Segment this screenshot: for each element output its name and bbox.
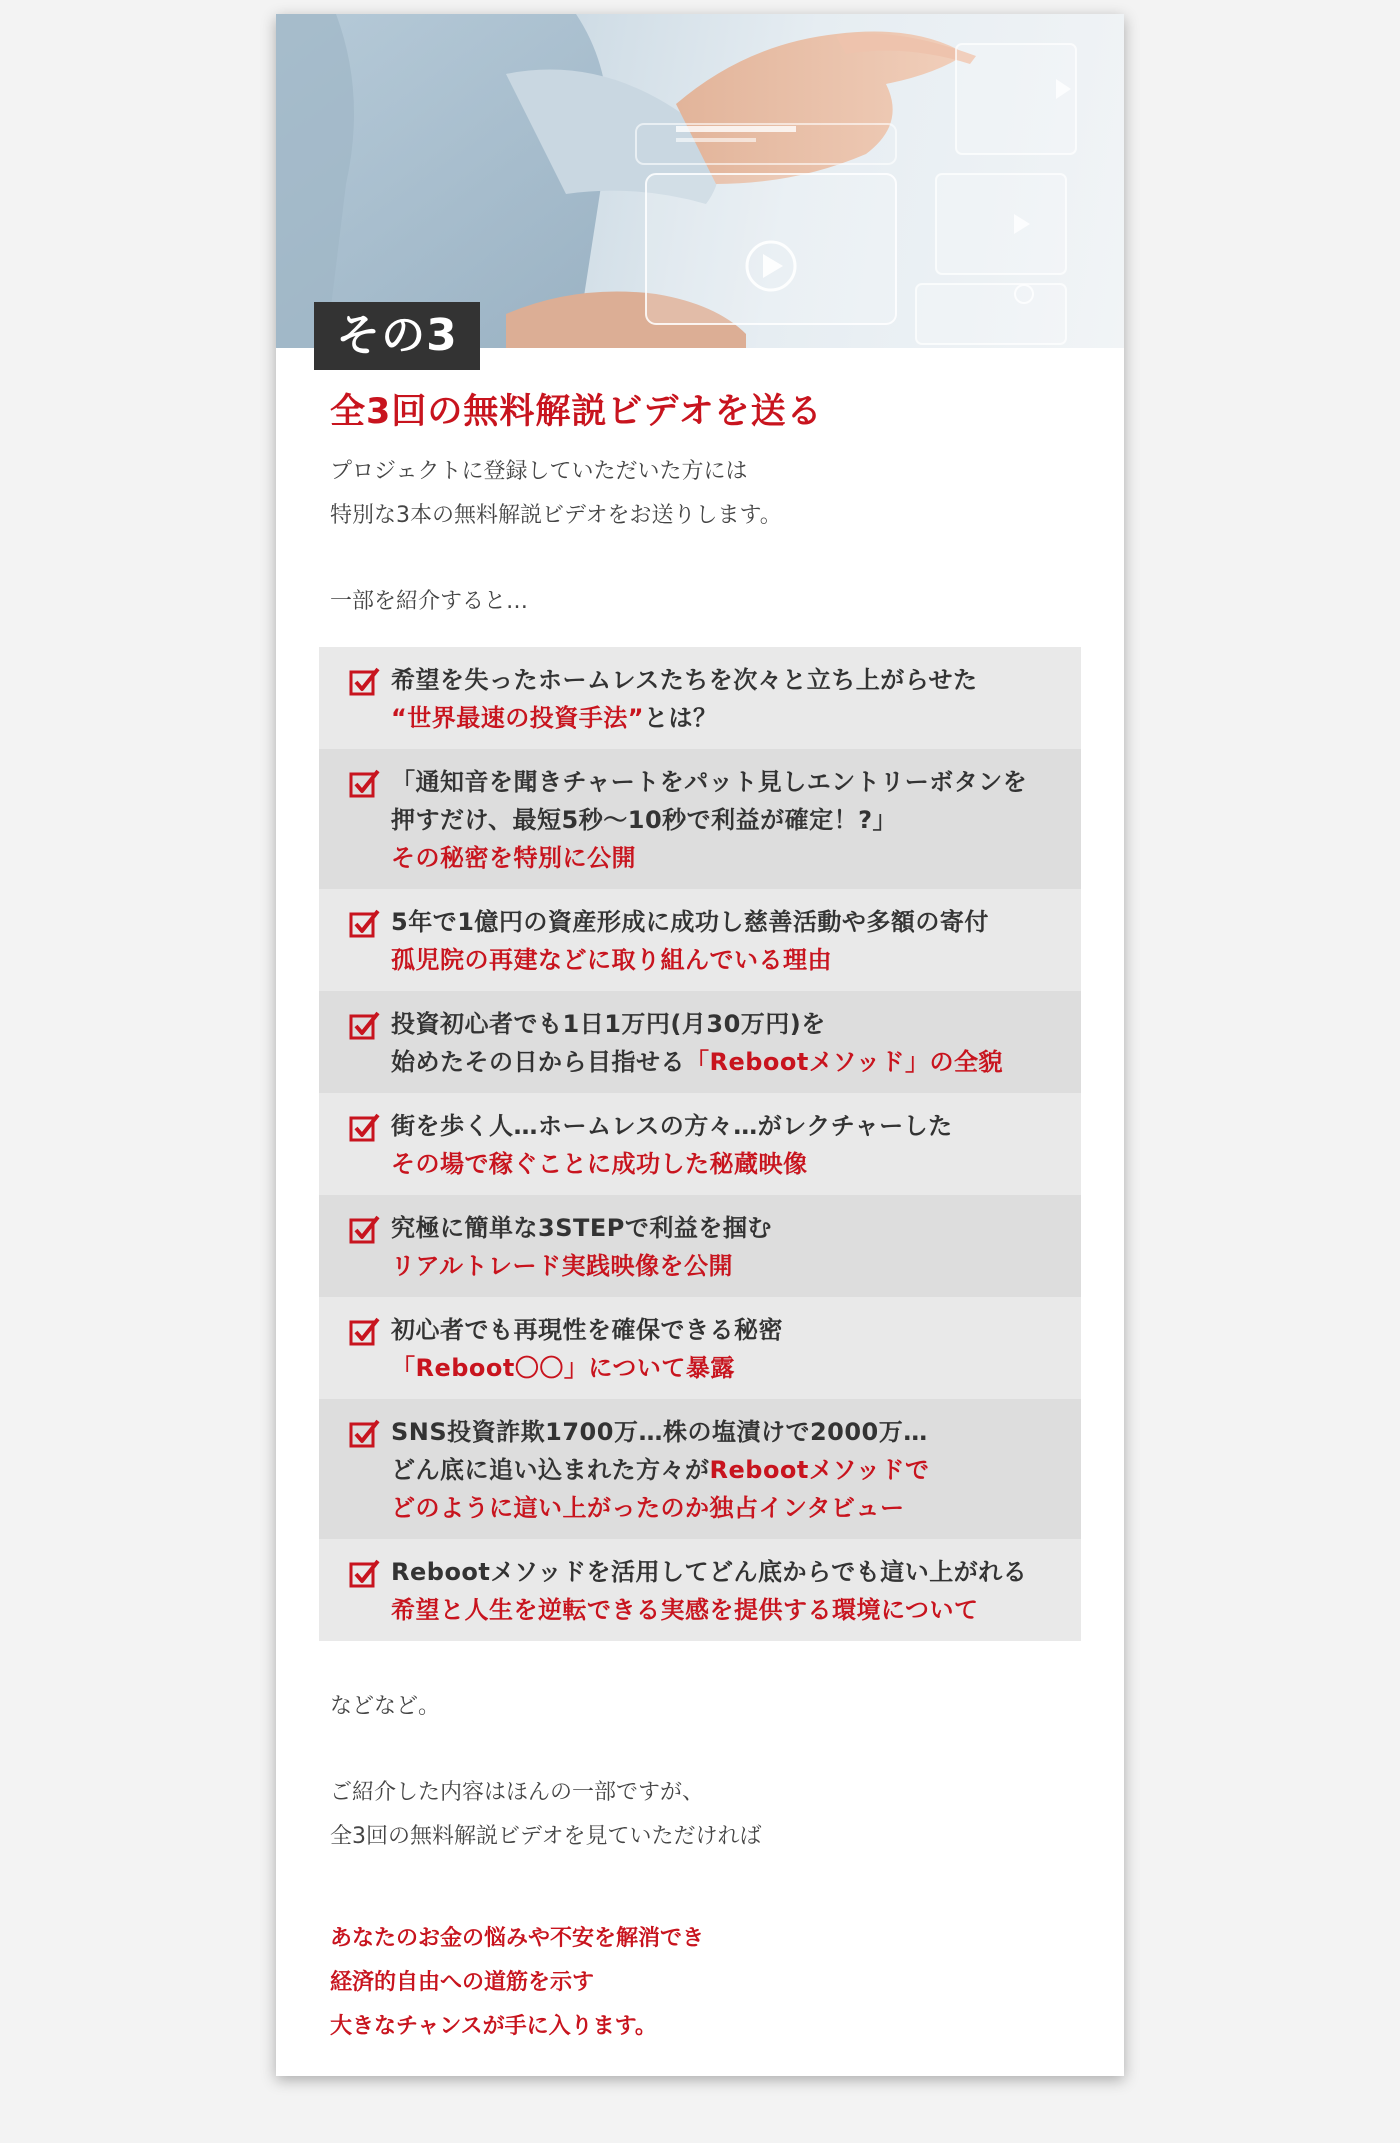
- item-line: 街を歩く人…ホームレスの方々…がレクチャーした: [391, 1112, 953, 1140]
- list-item: [319, 1093, 1081, 1195]
- list-item: [319, 889, 1081, 991]
- item-line: 投資初心者でも1日1万円(月30万円)を: [391, 1010, 826, 1038]
- item-line: 5年で1億円の資産形成に成功し慈善活動や多額の寄付: [391, 908, 989, 936]
- closing-line: 全3回の無料解説ビデオを見ていただければ: [330, 1824, 762, 1849]
- item-line: 希望を失ったホームレスたちを次々と立ち上がらせた: [391, 666, 978, 694]
- checkbox-icon: [349, 666, 381, 698]
- item-line: 初心者でも再現性を確保できる秘密: [391, 1316, 783, 1344]
- list-item: [319, 1399, 1081, 1539]
- list-item: [319, 1297, 1081, 1399]
- item-line: 究極に簡単な3STEPで利益を掴む: [391, 1214, 772, 1242]
- content-card: [276, 14, 1124, 2076]
- etc-text: [330, 1685, 440, 1729]
- hero-image: [276, 14, 1124, 348]
- highlight-line: あなたのお金の悩みや不安を解消でき: [330, 1926, 705, 1951]
- checkbox-icon: [349, 1316, 381, 1348]
- item-highlight: “世界最速の投資手法”: [391, 704, 645, 732]
- item-line: 「通知音を聞きチャートをパット見しエントリーボタンを: [391, 768, 1028, 796]
- highlight-text: [330, 1917, 704, 2049]
- item-line: 始めたその日から目指せる: [391, 1048, 685, 1076]
- section-badge: その3: [314, 302, 480, 370]
- item-highlight: 孤児院の再建などに取り組んでいる理由: [391, 946, 832, 974]
- item-highlight: 希望と人生を逆転できる実感を提供する環境について: [391, 1596, 979, 1624]
- checkbox-icon: [349, 1112, 381, 1144]
- checkbox-icon: [349, 1010, 381, 1042]
- item-line: SNS投資詐欺1700万…株の塩漬けで2000万…: [391, 1418, 928, 1446]
- intro-line: 特別な3本の無料解説ビデオをお送りします。: [330, 503, 782, 528]
- list-item: [319, 749, 1081, 889]
- list-item: [319, 647, 1081, 749]
- checkbox-icon: [349, 1214, 381, 1246]
- item-highlight: その秘密を特別に公開: [391, 844, 636, 872]
- item-line: どん底に追い込まれた方々が: [391, 1456, 710, 1484]
- intro-line: プロジェクトに登録していただいた方には: [330, 459, 748, 484]
- closing-line: ご紹介した内容はほんの一部ですが、: [330, 1780, 705, 1805]
- checkbox-icon: [349, 1558, 381, 1590]
- item-highlight: リアルトレード実践映像を公開: [391, 1252, 734, 1280]
- item-line: 押すだけ、最短5秒～10秒で利益が確定！?」: [391, 806, 898, 834]
- etc-line: などなど。: [330, 1694, 441, 1719]
- feature-list: [319, 647, 1081, 1641]
- item-highlight: Rebootメソッドで: [709, 1456, 930, 1484]
- checkbox-icon: [349, 768, 381, 800]
- closing-text: [330, 1771, 762, 1859]
- list-item: [319, 1539, 1081, 1641]
- item-highlight: その場で稼ぐことに成功した秘蔵映像: [391, 1150, 808, 1178]
- item-highlight: どのように這い上がったのか独占インタビュー: [391, 1494, 905, 1522]
- checkbox-icon: [349, 908, 381, 940]
- item-highlight: 「Rebootメソッド」の全貌: [685, 1048, 1003, 1076]
- highlight-line: 経済的自由への道筋を示す: [330, 1970, 595, 1995]
- lead-line: 一部を紹介すると…: [330, 589, 529, 614]
- item-highlight: 「Reboot〇〇」について暴露: [391, 1354, 735, 1382]
- item-line: とは？: [644, 704, 718, 732]
- lead-text: [330, 580, 528, 624]
- highlight-line: 大きなチャンスが手に入ります。: [330, 2014, 657, 2039]
- checkbox-icon: [349, 1418, 381, 1450]
- section-title: 全3回の無料解説ビデオを送る: [330, 392, 823, 432]
- intro-text: [330, 450, 782, 538]
- hero-photo-illustration: [276, 14, 1124, 348]
- list-item: [319, 991, 1081, 1093]
- list-item: [319, 1195, 1081, 1297]
- item-line: Rebootメソッドを活用してどん底からでも這い上がれる: [391, 1558, 1028, 1586]
